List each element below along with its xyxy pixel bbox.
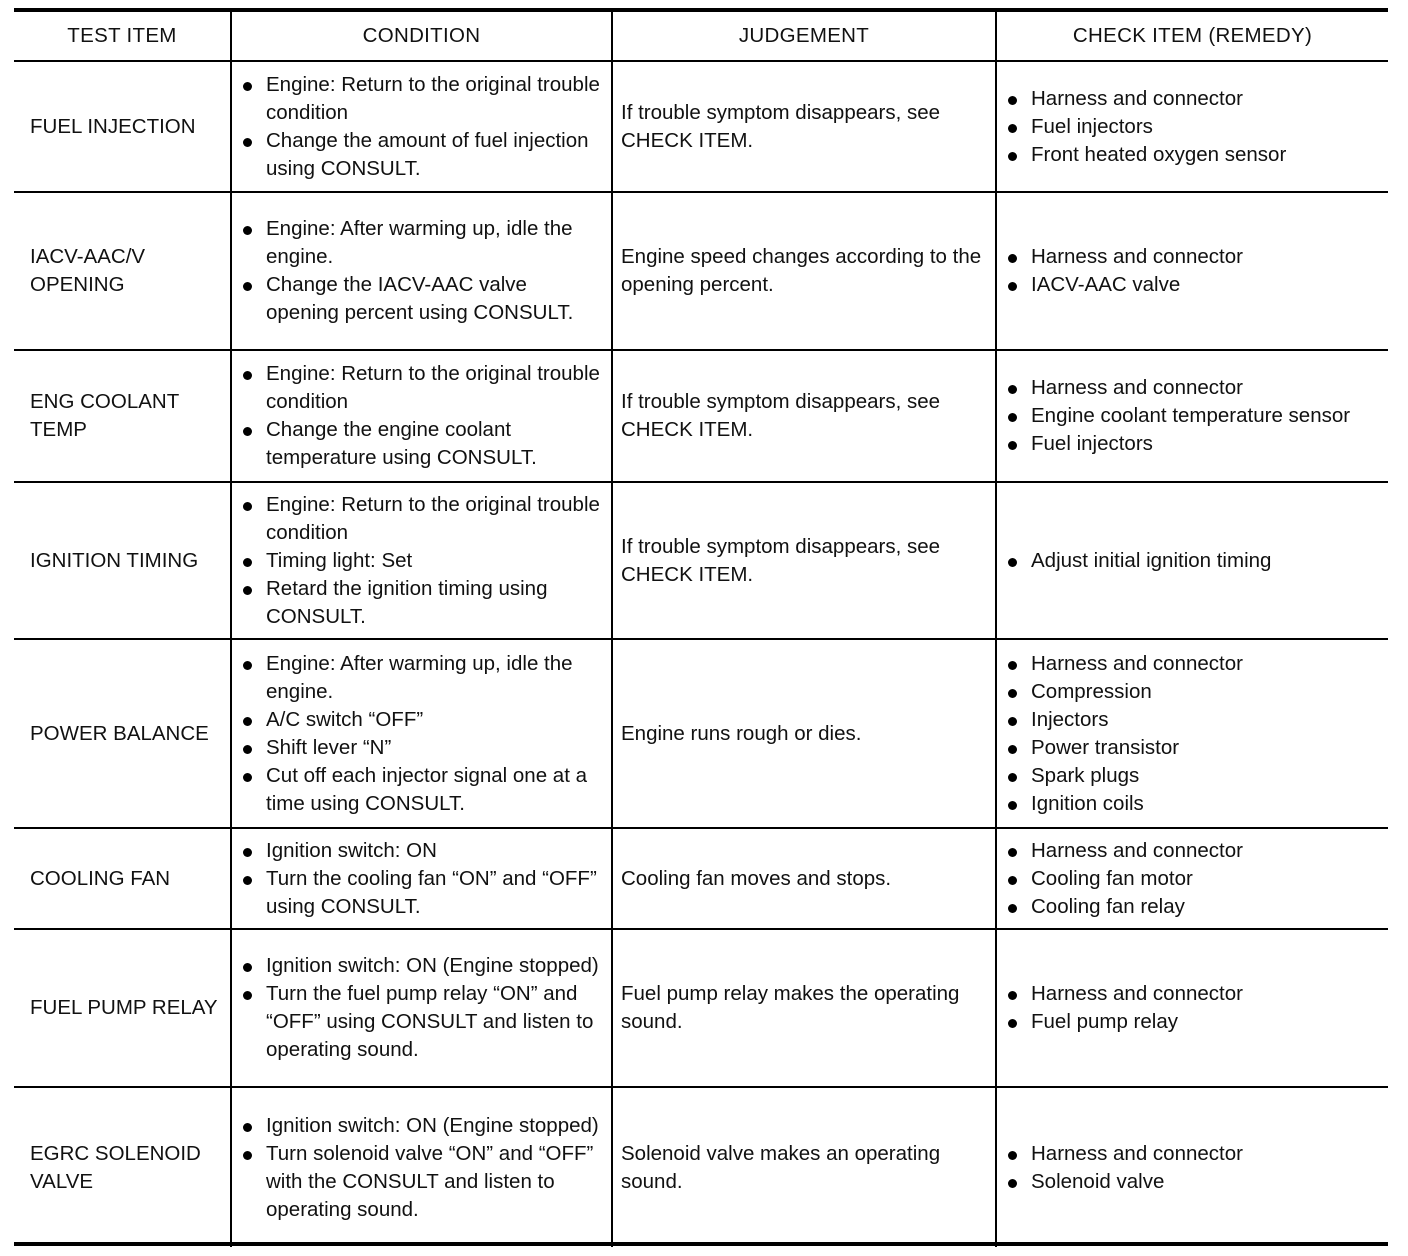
check-item-text: Spark plugs: [1031, 763, 1140, 787]
bullet-icon: [243, 876, 252, 885]
bullet-icon: [243, 586, 252, 595]
bullet-icon: [243, 558, 252, 567]
condition-item-text: Timing light: Set: [266, 548, 413, 572]
check-item: [1005, 893, 1382, 921]
check-item: [1005, 430, 1382, 458]
check-item: [1005, 837, 1382, 865]
bullet-icon: [243, 1151, 252, 1160]
bullet-icon: [243, 848, 252, 857]
judgement-cell: If trouble symptom disappears, see CHECK ITEM.: [612, 61, 996, 192]
bullet-icon: [243, 661, 252, 670]
condition-cell: [231, 929, 612, 1087]
condition-item: [240, 215, 605, 271]
test-item-cell: FUEL INJECTION: [14, 61, 231, 192]
check-item-text: Harness and connector: [1031, 1141, 1243, 1165]
check-item: [1005, 762, 1382, 790]
bullet-icon: [1008, 1019, 1017, 1028]
check-item-cell-list: [1005, 650, 1382, 818]
condition-item-text: A/C switch “OFF”: [266, 707, 424, 731]
check-item-text: Harness and connector: [1031, 838, 1243, 862]
condition-item: [240, 734, 605, 762]
judgement-cell: Engine runs rough or dies.: [612, 639, 996, 828]
check-item-text: Cooling fan motor: [1031, 866, 1193, 890]
check-item-cell: [996, 482, 1388, 639]
check-item-text: Cooling fan relay: [1031, 894, 1185, 918]
bullet-icon: [243, 502, 252, 511]
check-item: [1005, 85, 1382, 113]
condition-cell-list: [240, 952, 605, 1064]
table-row: [14, 828, 1388, 929]
check-item-text: Solenoid valve: [1031, 1169, 1165, 1193]
bullet-icon: [243, 82, 252, 91]
check-item-cell: [996, 61, 1388, 192]
bullet-icon: [243, 138, 252, 147]
condition-item: [240, 575, 605, 631]
judgement-cell: If trouble symptom disappears, see CHECK ITEM.: [612, 482, 996, 639]
condition-item-text: Engine: Return to the original trouble condition: [266, 72, 600, 124]
bullet-icon: [1008, 717, 1017, 726]
condition-item: [240, 706, 605, 734]
condition-item: [240, 837, 605, 865]
test-item-cell: EGRC SOLENOID VALVE: [14, 1087, 231, 1247]
judgement-cell: Cooling fan moves and stops.: [612, 828, 996, 929]
check-item-cell-list: [1005, 980, 1382, 1036]
condition-item: [240, 865, 605, 921]
check-item: [1005, 402, 1382, 430]
condition-item-text: Ignition switch: ON (Engine stopped): [266, 954, 599, 977]
condition-item-text: Change the amount of fuel injection using CONSULT.: [266, 128, 589, 180]
table-row: [14, 482, 1388, 639]
test-item-cell: COOLING FAN: [14, 828, 231, 929]
bullet-icon: [1008, 773, 1017, 782]
condition-item: [240, 127, 605, 183]
condition-cell-list: [240, 360, 605, 472]
header-condition: CONDITION: [231, 12, 612, 61]
test-item-cell: FUEL PUMP RELAY: [14, 929, 231, 1087]
condition-item-text: Turn solenoid valve “ON” and “OFF” with the CONSULT and listen to operating sound.: [266, 1141, 594, 1221]
check-item-text: IACV-AAC valve: [1031, 273, 1181, 296]
bullet-icon: [243, 1123, 252, 1132]
check-item: [1005, 243, 1382, 271]
bullet-icon: [1008, 1179, 1017, 1188]
check-item-text: Front heated oxygen sensor: [1031, 142, 1287, 166]
test-item-cell: IACV-AAC/V OPENING: [14, 192, 231, 350]
check-item-cell-list: [1005, 1140, 1382, 1196]
condition-cell: [231, 192, 612, 350]
condition-cell: [231, 639, 612, 828]
condition-item-text: Ignition switch: ON (Engine stopped): [266, 1113, 599, 1137]
condition-item-text: Engine: After warming up, idle the engine.: [266, 651, 573, 703]
bullet-icon: [1008, 96, 1017, 105]
bullet-icon: [1008, 745, 1017, 754]
bullet-icon: [1008, 801, 1017, 810]
condition-item: [240, 1112, 605, 1140]
bullet-icon: [243, 282, 252, 291]
judgement-cell: If trouble symptom disappears, see CHECK ITEM.: [612, 350, 996, 482]
bullet-icon: [1008, 385, 1017, 394]
condition-item-text: Turn the fuel pump relay “ON” and “OFF” using CONSULT and listen to operating sound.: [266, 982, 594, 1061]
judgement-cell: Solenoid valve makes an operating sound.: [612, 1087, 996, 1247]
condition-cell-list: [240, 491, 605, 631]
bullet-icon: [1008, 124, 1017, 133]
condition-cell-list: [240, 837, 605, 921]
check-item: [1005, 790, 1382, 818]
check-item-cell-list: [1005, 547, 1382, 575]
check-item-text: Ignition coils: [1031, 791, 1144, 815]
condition-item: [240, 416, 605, 472]
judgement-cell: Fuel pump relay makes the operating sound.: [612, 929, 996, 1087]
check-item-cell: [996, 639, 1388, 828]
check-item-cell: [996, 1087, 1388, 1247]
bullet-icon: [243, 226, 252, 235]
condition-item: [240, 762, 605, 818]
condition-cell: [231, 1087, 612, 1247]
check-item: [1005, 271, 1382, 299]
condition-item: [240, 952, 605, 980]
bullet-icon: [243, 371, 252, 380]
condition-cell-list: [240, 71, 605, 183]
check-item: [1005, 706, 1382, 734]
check-item-text: Harness and connector: [1031, 651, 1243, 675]
check-item-text: Harness and connector: [1031, 982, 1243, 1005]
check-item: [1005, 141, 1382, 169]
check-item: [1005, 734, 1382, 762]
condition-cell: [231, 350, 612, 482]
test-table: [14, 12, 1388, 1247]
check-item-cell-list: [1005, 837, 1382, 921]
bullet-icon: [243, 991, 252, 1000]
condition-cell-list: [240, 215, 605, 327]
check-item-text: Harness and connector: [1031, 245, 1243, 268]
bullet-icon: [243, 963, 252, 972]
check-item: [1005, 547, 1382, 575]
test-item-cell: POWER BALANCE: [14, 639, 231, 828]
bullet-icon: [1008, 1151, 1017, 1160]
bullet-icon: [1008, 254, 1017, 263]
bullet-icon: [1008, 991, 1017, 1000]
bullet-icon: [1008, 441, 1017, 450]
check-item-text: Fuel injectors: [1031, 432, 1153, 455]
check-item: [1005, 865, 1382, 893]
condition-item-text: Engine: Return to the original trouble condition: [266, 492, 600, 544]
check-item-text: Harness and connector: [1031, 86, 1243, 110]
bullet-icon: [1008, 413, 1017, 422]
bullet-icon: [1008, 152, 1017, 161]
condition-cell-list: [240, 650, 605, 818]
bullet-icon: [243, 745, 252, 754]
bullet-icon: [1008, 689, 1017, 698]
condition-item: [240, 1140, 605, 1224]
active-test-table: [14, 8, 1388, 1246]
header-judgement: JUDGEMENT: [612, 12, 996, 61]
check-item-text: Injectors: [1031, 707, 1109, 731]
table-row: [14, 1087, 1388, 1247]
test-item-cell: IGNITION TIMING: [14, 482, 231, 639]
bullet-icon: [1008, 904, 1017, 913]
check-item: [1005, 650, 1382, 678]
condition-item: [240, 980, 605, 1064]
check-item: [1005, 374, 1382, 402]
check-item: [1005, 980, 1382, 1008]
bullet-icon: [1008, 282, 1017, 291]
condition-item-text: Turn the cooling fan “ON” and “OFF” using CONSULT.: [266, 866, 597, 918]
check-item: [1005, 1168, 1382, 1196]
condition-item-text: Ignition switch: ON: [266, 838, 437, 862]
condition-item: [240, 650, 605, 706]
check-item-text: Fuel injectors: [1031, 114, 1153, 138]
table-row: [14, 192, 1388, 350]
check-item-text: Harness and connector: [1031, 376, 1243, 399]
bullet-icon: [1008, 848, 1017, 857]
check-item-text: Adjust initial ignition timing: [1031, 548, 1272, 572]
judgement-cell: Engine speed changes according to the opening percent.: [612, 192, 996, 350]
table-row: [14, 929, 1388, 1087]
condition-item: [240, 271, 605, 327]
check-item: [1005, 113, 1382, 141]
header-test-item: TEST ITEM: [14, 12, 231, 61]
bullet-icon: [243, 717, 252, 726]
check-item-cell: [996, 929, 1388, 1087]
table-row: [14, 61, 1388, 192]
condition-item: [240, 360, 605, 416]
bullet-icon: [243, 773, 252, 782]
bullet-icon: [243, 427, 252, 436]
check-item-cell-list: [1005, 374, 1382, 458]
check-item-text: Engine coolant temperature sensor: [1031, 404, 1351, 427]
table-row: [14, 350, 1388, 482]
check-item-cell: [996, 828, 1388, 929]
check-item-text: Compression: [1031, 679, 1152, 703]
header-row: [14, 12, 1388, 61]
condition-item-text: Engine: Return to the original trouble condition: [266, 362, 600, 413]
table-row: [14, 639, 1388, 828]
check-item-cell-list: [1005, 85, 1382, 169]
condition-cell: [231, 828, 612, 929]
condition-item-text: Cut off each injector signal one at a time using CONSULT.: [266, 763, 587, 815]
condition-item-text: Change the IACV-AAC valve opening percent using CONSULT.: [266, 273, 574, 324]
bullet-icon: [1008, 876, 1017, 885]
condition-item: [240, 71, 605, 127]
check-item: [1005, 1008, 1382, 1036]
condition-item: [240, 491, 605, 547]
condition-cell-list: [240, 1112, 605, 1224]
check-item-cell: [996, 350, 1388, 482]
check-item-cell: [996, 192, 1388, 350]
bullet-icon: [1008, 661, 1017, 670]
condition-cell: [231, 61, 612, 192]
condition-item-text: Shift lever “N”: [266, 735, 392, 759]
check-item-text: Fuel pump relay: [1031, 1010, 1178, 1033]
check-item: [1005, 1140, 1382, 1168]
condition-cell: [231, 482, 612, 639]
condition-item: [240, 547, 605, 575]
test-item-cell: ENG COOLANT TEMP: [14, 350, 231, 482]
check-item: [1005, 678, 1382, 706]
condition-item-text: Engine: After warming up, idle the engine.: [266, 217, 573, 268]
condition-item-text: Retard the ignition timing using CONSULT.: [266, 576, 548, 628]
check-item-cell-list: [1005, 243, 1382, 299]
check-item-text: Power transistor: [1031, 735, 1180, 759]
header-check-item: CHECK ITEM (REMEDY): [996, 12, 1388, 61]
condition-item-text: Change the engine coolant temperature using CONSULT.: [266, 418, 537, 469]
bullet-icon: [1008, 558, 1017, 567]
